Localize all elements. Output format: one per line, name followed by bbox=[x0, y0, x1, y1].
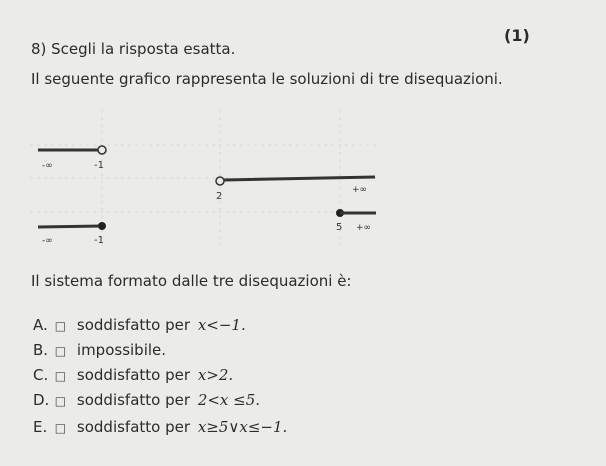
interval-2-right-label: +∞ bbox=[352, 185, 368, 195]
option-a-letter: A. bbox=[33, 316, 48, 334]
graph-grid bbox=[30, 110, 380, 250]
interval-4-closed-point bbox=[98, 222, 106, 230]
option-b-text: impossibile. bbox=[76, 341, 167, 359]
option-d-checkbox[interactable]: □ bbox=[54, 394, 67, 408]
interval-2-open-point bbox=[216, 177, 224, 185]
option-a-math: x<−1. bbox=[197, 316, 246, 334]
interval-3 bbox=[336, 209, 376, 233]
option-c-math: x>2. bbox=[197, 366, 234, 384]
interval-3-right-label: +∞ bbox=[356, 223, 372, 233]
option-d-text: soddisfatto per bbox=[76, 391, 191, 409]
option-a-checkbox[interactable]: □ bbox=[54, 319, 67, 333]
interval-3-left-label: 5 bbox=[336, 222, 343, 233]
option-d[interactable] bbox=[33, 391, 260, 409]
option-b-letter: B. bbox=[33, 341, 49, 359]
interval-4-left-label: -∞ bbox=[42, 236, 53, 246]
option-d-letter: D. bbox=[33, 391, 50, 409]
option-c[interactable] bbox=[33, 366, 233, 384]
option-e-checkbox[interactable]: □ bbox=[54, 421, 67, 435]
interval-1-left-label: -∞ bbox=[42, 161, 53, 171]
option-a-text: soddisfatto per bbox=[76, 316, 191, 334]
interval-1 bbox=[38, 146, 106, 171]
interval-4-right-label: -1 bbox=[94, 235, 104, 246]
option-c-letter: C. bbox=[33, 366, 49, 384]
option-e-text: soddisfatto per bbox=[76, 418, 191, 436]
option-a[interactable] bbox=[33, 316, 246, 334]
question-intro: Il seguente grafico rappresenta le soluzioni di tre disequazioni. bbox=[31, 70, 503, 88]
option-e[interactable] bbox=[33, 418, 287, 436]
question-title: 8) Scegli la risposta esatta. bbox=[31, 40, 236, 58]
option-e-math: x≥5∨x≤−1. bbox=[197, 418, 288, 436]
interval-2 bbox=[216, 177, 375, 202]
option-c-checkbox[interactable]: □ bbox=[54, 369, 67, 383]
interval-1-open-point bbox=[98, 146, 106, 154]
option-c-text: soddisfatto per bbox=[76, 366, 191, 384]
question-number: (1) bbox=[504, 26, 530, 45]
interval-4 bbox=[38, 222, 106, 246]
option-e-letter: E. bbox=[33, 418, 48, 436]
interval-2-line bbox=[224, 177, 375, 180]
interval-2-left-label: 2 bbox=[216, 191, 223, 202]
system-statement: Il sistema formato dalle tre disequazioni è: bbox=[31, 272, 352, 290]
solution-graph bbox=[30, 100, 390, 255]
interval-1-right-label: -1 bbox=[94, 160, 104, 171]
option-b[interactable] bbox=[33, 341, 166, 359]
option-b-checkbox[interactable]: □ bbox=[54, 344, 67, 358]
interval-4-line bbox=[38, 226, 102, 227]
option-d-math: 2<x ≤5. bbox=[197, 391, 261, 409]
